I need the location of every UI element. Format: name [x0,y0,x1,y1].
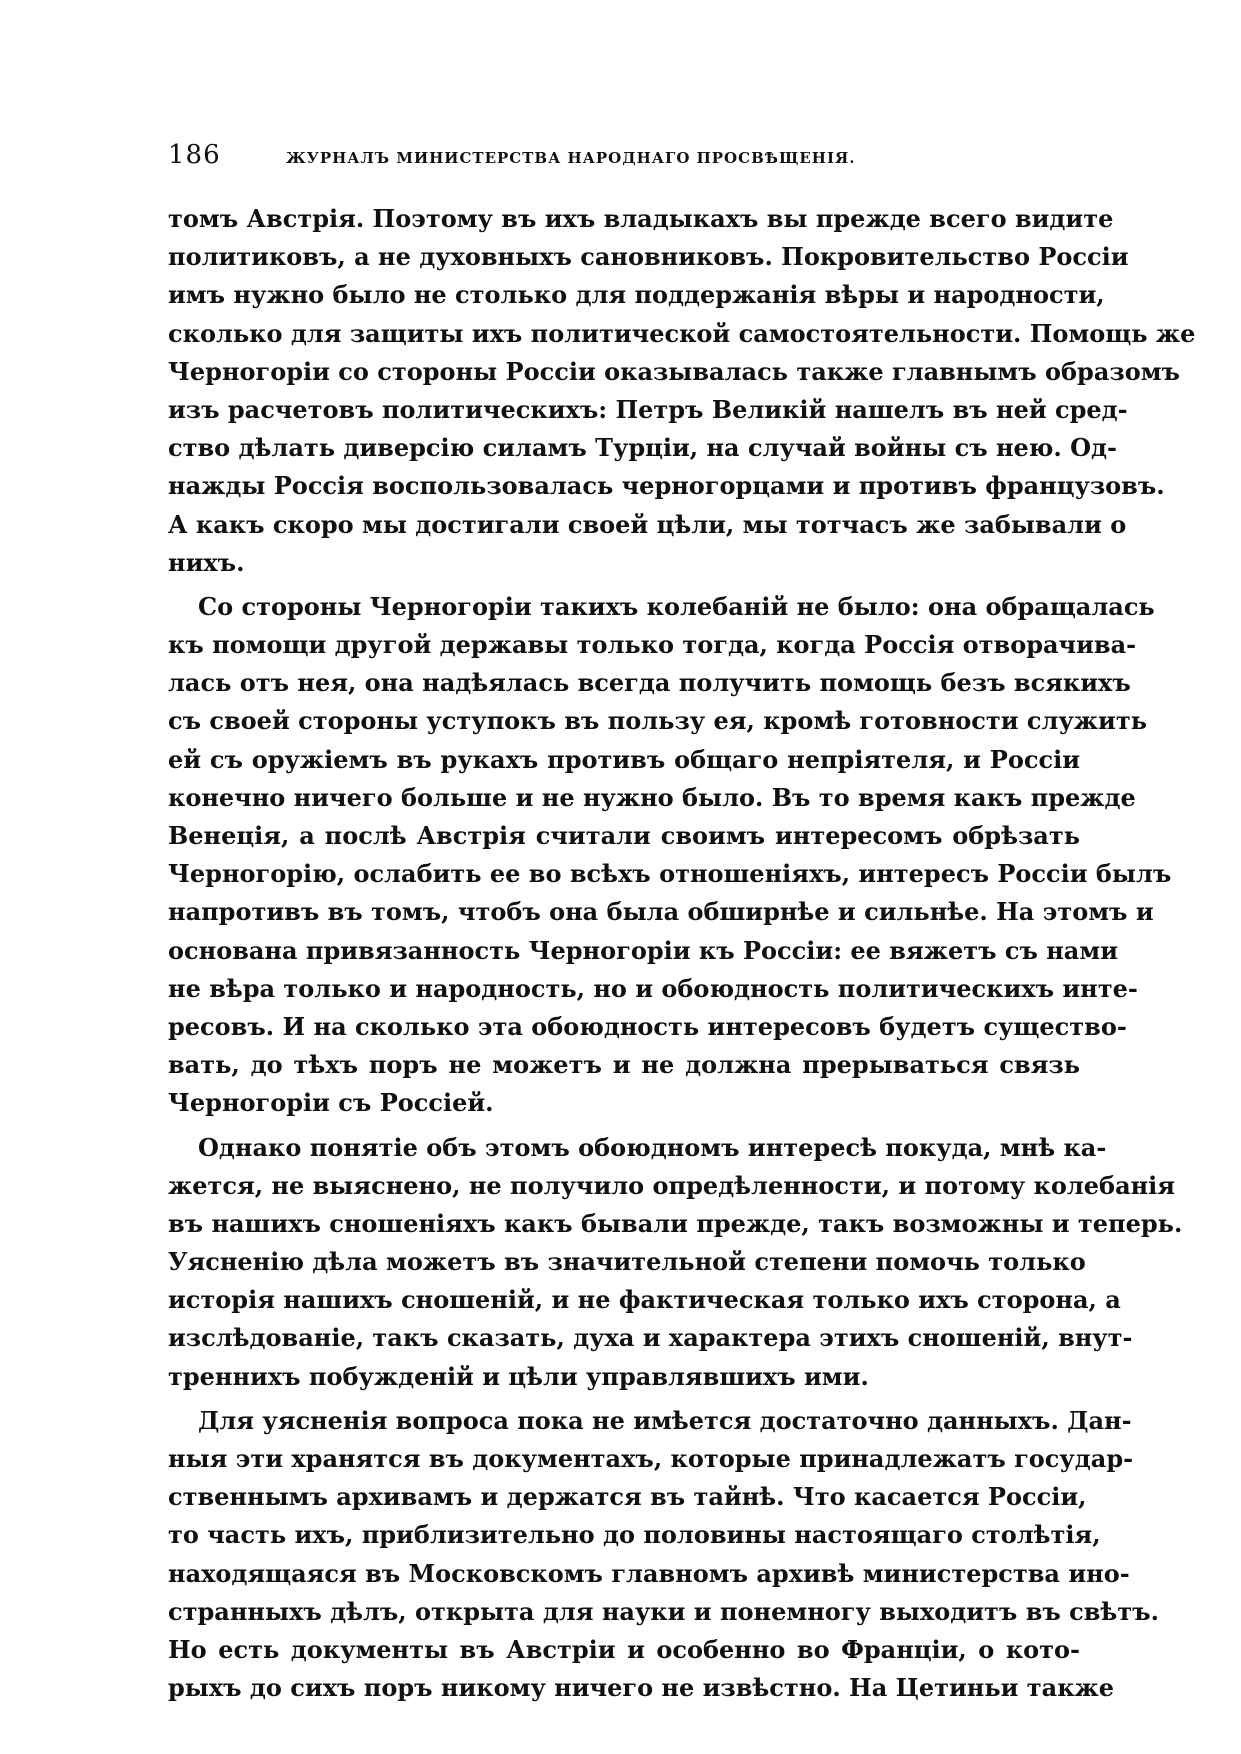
document-page [168,140,1196,1707]
text-line: Уясненію дѣла можетъ въ значительной степени помочь только [168,1247,1086,1277]
text-line: Но есть документы въ Австріи и особенно во Франціи, о кото- [168,1634,1080,1664]
text-line: ственнымъ архивамъ и держатся въ тайнѣ. Что касается Россіи, [168,1482,1087,1512]
text-line: исторія нашихъ сношеній, и не фактическая только ихъ сторона, а [168,1285,1121,1315]
text-line: не вѣра только и народность, но и обоюдность политическихъ инте- [168,973,1138,1003]
text-line: основана привязанность Черногоріи къ Россіи: ее вяжетъ съ нами [168,935,1118,965]
paragraph [168,1402,1159,1708]
text-line: политиковъ, а не духовныхъ сановниковъ. Покровительство Россіи [168,242,1129,272]
text-line: напротивъ въ томъ, чтобъ она была обширнѣе и сильнѣе. На этомъ и [168,897,1154,927]
text-line: Однако понятіе объ этомъ обоюдномъ интересѣ покуда, мнѣ ка- [198,1132,1107,1162]
text-line: имъ нужно было не столько для поддержанія вѣры и народности, [168,280,1105,310]
page-header [168,140,1080,182]
text-line: Черногорію, ослабить ее во всѣхъ отношеніяхъ, интересъ Россіи былъ [168,859,1172,889]
text-line: сколько для защиты ихъ политической самостоятельности. Помощь же [168,318,1196,348]
paragraph [168,200,1196,582]
text-line: нажды Россія воспользовалась черногорцами и противъ французовъ. [168,471,1165,501]
paragraph [168,1129,1183,1396]
paragraph [168,588,1172,1123]
text-line: Для уясненія вопроса пока не имѣется достаточно данныхъ. Дан- [198,1405,1132,1435]
text-line: изъ расчетовъ политическихъ: Петръ Великій нашелъ въ ней сред- [168,394,1128,424]
text-line: ство дѣлать диверсію силамъ Турціи, на случай войны съ нею. Од- [168,433,1117,463]
text-line: Черногоріи съ Россіей. [168,1088,494,1118]
text-line: А какъ скоро мы достигали своей цѣли, мы тотчасъ же забывали о [168,509,1127,539]
text-line: Со стороны Черногоріи такихъ колебаній не было: она обращалась [198,591,1155,621]
text-line: Венеція, а послѣ Австрія считали своимъ интересомъ обрѣзать [168,821,1080,850]
text-line: къ помощи другой державы только тогда, когда Россія отворачива- [168,630,1137,660]
text-line: съ своей стороны уступокъ въ пользу ея, кромѣ готовности служить [168,706,1147,736]
text-line: конечно ничего больше и не нужно было. Въ то время какъ прежде [168,782,1136,812]
text-line: рыхъ до сихъ поръ никому ничего не извѣстно. На Цетиньи также [168,1673,1115,1703]
text-line: вать, до тѣхъ поръ не можетъ и не должна прерываться связь [168,1050,1080,1080]
text-line: жется, не выяснено, не получило опредѣленности, и потому колебанія [168,1170,1176,1200]
text-line: ныя эти хранятся въ документахъ, которые принадлежатъ государ- [168,1444,1134,1473]
text-line: находящаяся въ Московскомъ главномъ архивѣ министерства ино- [168,1558,1130,1588]
text-line: нихъ. [168,547,245,577]
text-line: странныхъ дѣлъ, открыта для науки и понемногу выходитъ въ свѣтъ. [168,1596,1159,1626]
running-title: ЖУРНАЛЪ МИНИСТЕРСТВА НАРОДНАГО ПРОСВѢЩЕНІЯ. [286,149,856,167]
page-number: 186 [168,140,221,170]
text-line: треннихъ побужденій и цѣли управлявшихъ ими. [168,1361,869,1391]
text-line: лась отъ нея, она надѣялась всегда получить помощь безъ всякихъ [168,668,1131,698]
text-line: то часть ихъ, приблизительно до половины настоящаго столѣтія, [168,1520,1101,1550]
text-line: ресовъ. И на сколько эта обоюдность интересовъ будетъ существо- [168,1011,1127,1041]
text-line: изслѣдованіе, такъ сказать, духа и характера этихъ сношеній, внут- [168,1323,1133,1353]
text-line: Черногоріи со стороны Россіи оказывалась также главнымъ образомъ [168,356,1180,386]
text-line: томъ Австрія. Поэтому въ ихъ владыкахъ вы прежде всего видите [168,204,1114,233]
body-text [168,200,1196,1707]
text-line: въ нашихъ сношеніяхъ какъ бывали прежде, такъ возможны и теперь. [168,1208,1183,1238]
text-line: ей съ оружіемъ въ рукахъ противъ общаго непріятеля, и Россіи [168,744,1080,774]
